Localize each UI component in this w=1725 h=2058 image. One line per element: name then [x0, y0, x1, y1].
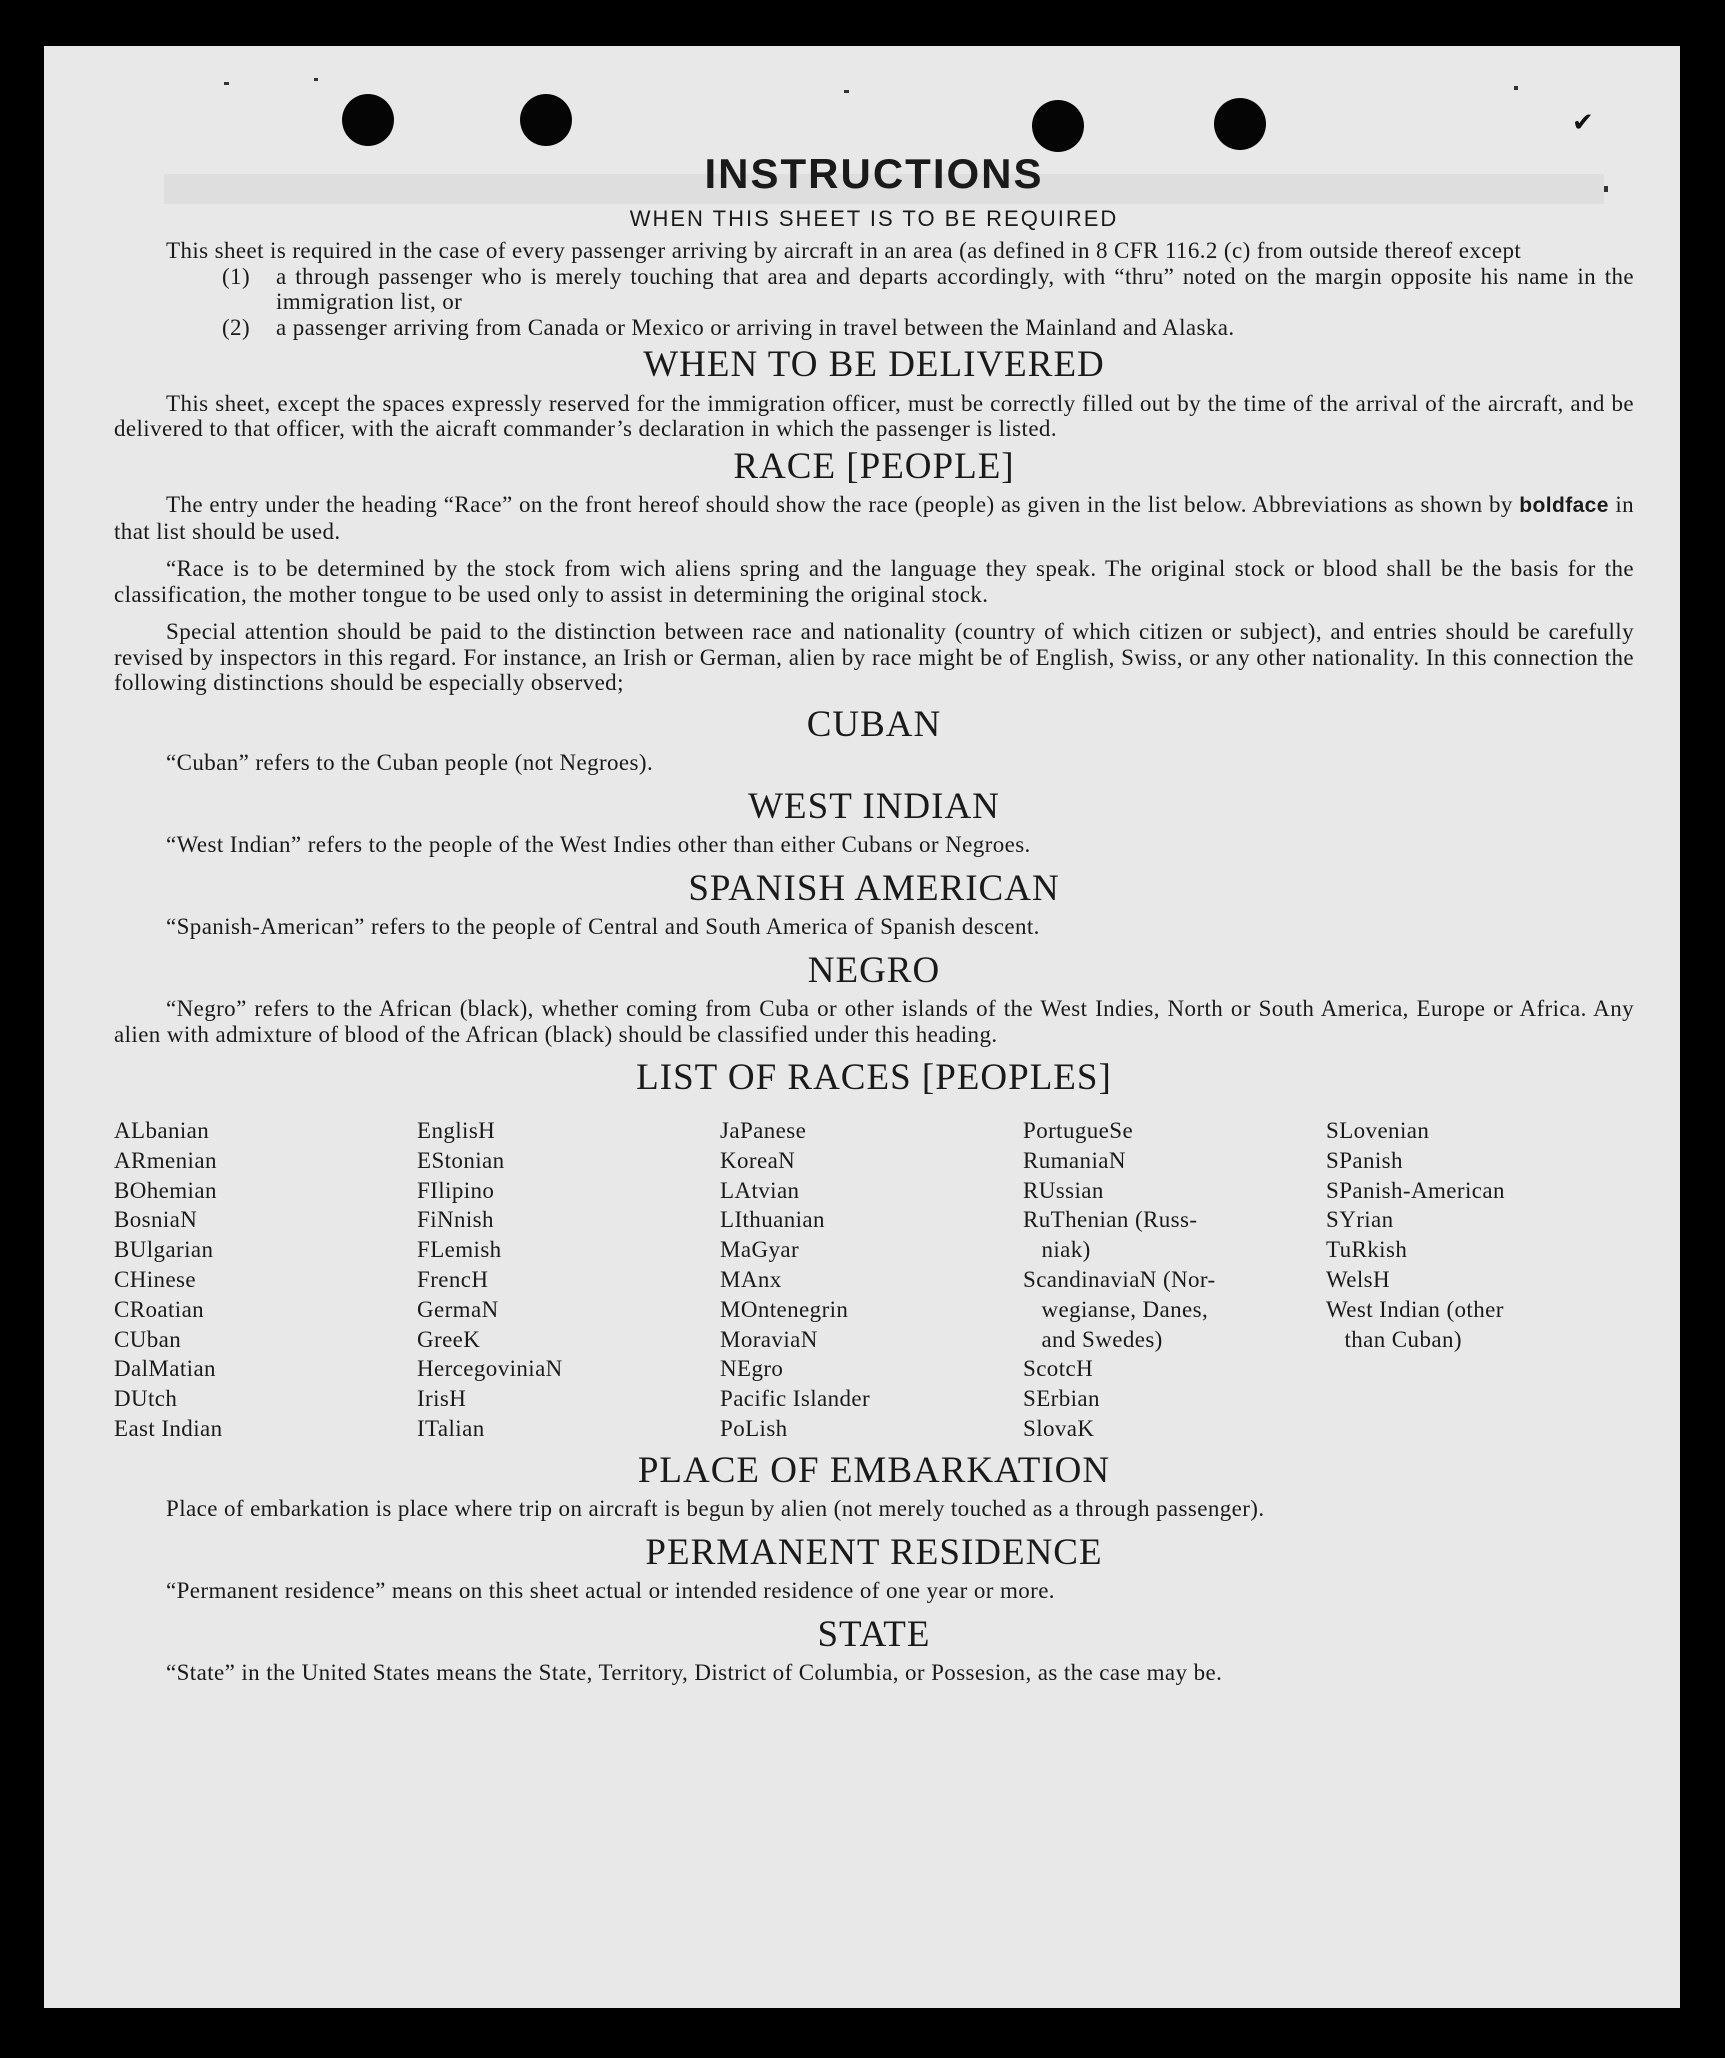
race-entry: FrencH [417, 1266, 489, 1292]
race-paragraph-2: “Race is to be determined by the stock from wich aliens spring and the language they speak. The original stock or blood shall be the basis for the classification, the mother tongue to be used only to assist in determining the original stock. [114, 556, 1634, 607]
instructions-content [114, 152, 1634, 1686]
race-entry: EStonian [417, 1147, 505, 1173]
race-p1-end: in that list should be used. [114, 492, 1635, 544]
race-entry: PoLish [720, 1415, 788, 1441]
races-list [114, 1116, 1634, 1444]
section-heading-state: STATE [817, 1613, 931, 1655]
check-mark-icon: ✔ [1572, 108, 1594, 138]
cuban-text: “Cuban” refers to the Cuban people (not Negroes). [166, 750, 654, 776]
race-entry: BUlgarian [114, 1237, 214, 1263]
negro-text: “Negro” refers to the African (black), whether coming from Cuba or other islands of the West Indies, North or South America, Europe or Africa. Any alien with admixture of blood of the African (black) should be classified under this heading. [114, 996, 1634, 1047]
race-entry: PortugueSe [1023, 1117, 1134, 1143]
races-column [1326, 1116, 1629, 1444]
required-intro: This sheet is required in the case of every passenger arriving by aircraft in an area (as defined in 8 CFR 116.2 (c) from outside thereof except [166, 238, 1522, 264]
section-heading-race: RACE [PEOPLE] [733, 445, 1015, 487]
exception-number: (2) [222, 314, 251, 340]
section-heading-embarkation: PLACE OF EMBARKATION [637, 1449, 1111, 1491]
exception-text: a through passenger who is merely touching that area and departs accordingly, with “thru” noted on the margin opposite his name in the immigration list, or [276, 263, 1634, 315]
race-entry: JaPanese [720, 1117, 807, 1143]
race-paragraph-1 [114, 492, 1634, 544]
exception-number: (1) [222, 263, 251, 289]
punch-hole [1032, 100, 1084, 152]
race-entry: West Indian (other [1326, 1296, 1504, 1322]
races-column [417, 1116, 720, 1444]
section-heading-west-indian: WEST INDIAN [748, 785, 1000, 827]
race-paragraph-3: Special attention should be paid to the distinction between race and nationality (country of which citizen or subject), and entries should be carefully revised by inspectors in this regard. For instance, an Irish or German, alien by race might be of English, Swiss, or any other nationality. In this connection the following distinctions should be especially observed; [114, 619, 1634, 696]
race-entry: Pacific Islander [720, 1386, 871, 1412]
race-entry: BOhemian [114, 1177, 217, 1203]
speck-mark [844, 90, 849, 93]
punch-hole [342, 94, 394, 146]
races-column [114, 1116, 417, 1444]
race-entry: ScotcH [1023, 1356, 1094, 1382]
exception-item [222, 264, 1634, 315]
race-entry: CRoatian [114, 1296, 205, 1322]
section-heading-cuban: CUBAN [806, 703, 942, 745]
race-entry: MoraviaN [720, 1326, 818, 1352]
section-heading-spanish-american: SPANISH AMERICAN [688, 867, 1060, 909]
section-heading-delivered: WHEN TO BE DELIVERED [643, 344, 1105, 386]
exception-text: a passenger arriving from Canada or Mexico or arriving in travel between the Mainland and Alaska. [276, 314, 1235, 340]
race-entry: MOntenegrin [720, 1296, 849, 1322]
race-entry: than Cuban) [1326, 1326, 1462, 1352]
race-entry: MaGyar [720, 1237, 800, 1263]
west-indian-text: “West Indian” refers to the people of the West Indies other than either Cubans or Negroes. [166, 832, 1031, 858]
races-column [720, 1116, 1023, 1444]
race-entry: MAnx [720, 1266, 782, 1292]
race-p1-start: The entry under the heading “Race” on the front hereof should show the race (people) as given in the list below. Abbreviations as shown by [166, 492, 1513, 518]
race-entry: SPanish-American [1326, 1177, 1505, 1203]
page-subtitle: WHEN THIS SHEET IS TO BE REQUIRED [629, 206, 1119, 232]
section-heading-list-of-races: LIST OF RACES [PEOPLES] [636, 1057, 1112, 1099]
speck-mark [224, 82, 229, 85]
race-entry: SlovaK [1023, 1415, 1095, 1441]
race-entry: ITalian [417, 1415, 485, 1441]
boldface-word: boldface [1519, 494, 1609, 518]
race-entry: and Swedes) [1023, 1326, 1163, 1352]
races-column [1023, 1116, 1326, 1444]
race-entry: SErbian [1023, 1386, 1100, 1412]
race-entry: wegianse, Danes, [1023, 1296, 1209, 1322]
race-entry: RumaniaN [1023, 1147, 1126, 1173]
race-entry: TuRkish [1326, 1237, 1408, 1263]
race-entry: IrisH [417, 1386, 467, 1412]
exception-item [222, 315, 1634, 341]
race-entry: ARmenian [114, 1147, 217, 1173]
race-entry: RUssian [1023, 1177, 1104, 1203]
speck-mark [314, 78, 318, 81]
race-entry: DalMatian [114, 1356, 216, 1382]
race-entry: EnglisH [417, 1117, 496, 1143]
race-entry: SLovenian [1326, 1117, 1430, 1143]
page-title: INSTRUCTIONS [704, 150, 1044, 197]
race-entry: RuThenian (Russ- [1023, 1207, 1198, 1233]
race-entry: NEgro [720, 1356, 784, 1382]
race-entry: WelsH [1326, 1266, 1391, 1292]
delivered-text: This sheet, except the spaces expressly reserved for the immigration officer, must be correctly filled out by the time of the arrival of the aircraft, and be delivered to that officer, with the aicraft commander’s declaration in which the passenger is listed. [114, 390, 1634, 442]
race-entry: East Indian [114, 1415, 223, 1441]
section-heading-permanent-residence: PERMANENT RESIDENCE [645, 1531, 1103, 1573]
section-heading-negro: NEGRO [807, 949, 941, 991]
race-entry: GreeK [417, 1326, 481, 1352]
race-entry: DUtch [114, 1386, 178, 1412]
race-entry: KoreaN [720, 1147, 796, 1173]
race-entry: SYrian [1326, 1207, 1394, 1233]
embarkation-text: Place of embarkation is place where trip on aircraft is begun by alien (not merely touched as a through passenger). [166, 1496, 1265, 1522]
race-entry: BosniaN [114, 1207, 198, 1233]
race-entry: HercegoviniaN [417, 1356, 563, 1382]
race-entry: CUban [114, 1326, 182, 1352]
race-entry: LAtvian [720, 1177, 800, 1203]
race-entry: FIlipino [417, 1177, 495, 1203]
race-entry: ScandinaviaN (Nor- [1023, 1266, 1216, 1292]
race-entry: CHinese [114, 1266, 197, 1292]
speck-mark [1514, 86, 1518, 90]
race-entry: LIthuanian [720, 1207, 825, 1233]
residence-text: “Permanent residence” means on this sheet actual or intended residence of one year or more. [166, 1578, 1055, 1604]
race-entry: GermaN [417, 1296, 499, 1322]
race-entry: ALbanian [114, 1117, 210, 1143]
race-entry: SPanish [1326, 1147, 1403, 1173]
punch-hole [1214, 98, 1266, 150]
spanish-american-text: “Spanish-American” refers to the people of Central and South America of Spanish descent. [166, 914, 1040, 940]
race-entry: FLemish [417, 1237, 502, 1263]
race-entry: FiNnish [417, 1207, 494, 1233]
punch-hole [520, 94, 572, 146]
state-text: “State” in the United States means the State, Territory, District of Columbia, or Possesion, as the case may be. [166, 1660, 1223, 1686]
document-sheet [44, 46, 1680, 2008]
race-entry: niak) [1023, 1237, 1091, 1263]
